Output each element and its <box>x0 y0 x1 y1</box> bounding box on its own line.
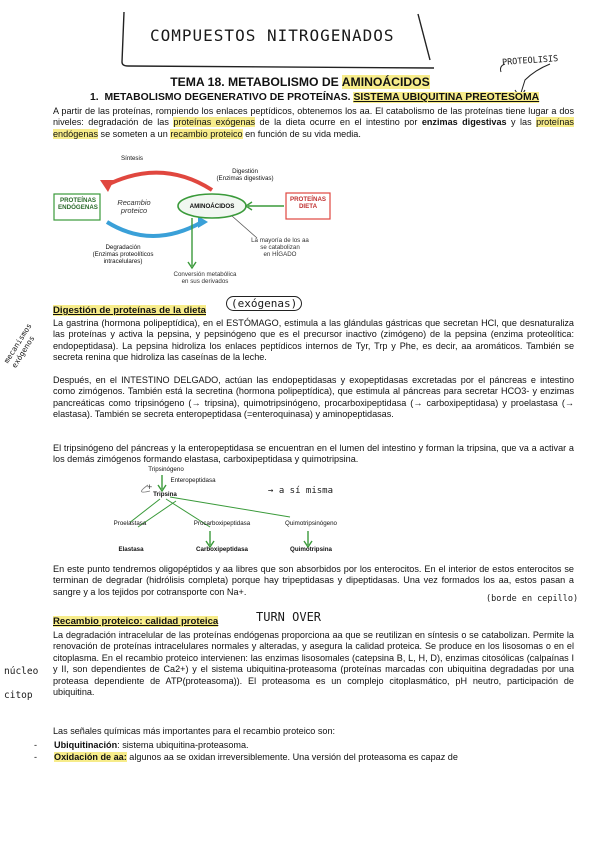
elastasa-stick-triangle <box>130 499 180 539</box>
enteropeptidasa-label: Enteropeptidasa <box>170 477 216 484</box>
signal-term-1: Ubiquitinación <box>54 740 118 750</box>
quimotripsinogeno-label: Quimotripsinógeno <box>285 520 337 527</box>
signal-term-2: Oxidación de aa: <box>54 752 127 762</box>
digestion-paragraph-1: La gastrina (hormona polipeptídica), en el ESTÓMAGO, estimula a las glándulas gástricas que secretan HCl, que desnaturaliza las proteínas y activa la pepsina, y pepsinógeno que es el precursor inactivo (zimógeno) de la pepsina (enzima proteolítica: endopeptidasa). La pepsina hidroliza los enlaces peptídicos internos de Tyr, Trp y Phe, es decir, aa aromáticos. También se secreta renina que hidroliza las caseínas de la leche. <box>53 318 574 363</box>
procarboxipeptidasa-label: Procarboxipeptidasa <box>193 520 251 527</box>
brush-border-note: (borde en cepillo) <box>486 594 579 604</box>
turnover-heading <box>53 616 218 627</box>
intro-turnover: recambio proteico <box>170 128 243 139</box>
turnover-paragraph-2: Las señales químicas más importantes para el recambio proteico son: <box>53 726 336 736</box>
carboxipeptidasa-label: Carboxipeptidasa <box>196 546 248 553</box>
section-1-number: 1. <box>90 92 99 103</box>
digestion-heading <box>53 305 206 316</box>
intro-text-e: y las <box>506 117 537 128</box>
absorption-paragraph: En este punto tendremos oligopéptidos y aa libres que son absorbidos por los enterocitos. En el interior de estos enterocitos se terminan de degradar (hidrólisis completa) porque hay tripeptidasas y dipeptidasas. Una vez formados los aa, estos pasan a sangre y a los tejidos por cotransporte con Na+. <box>53 564 574 597</box>
intro-text-g: se someten a un <box>98 128 171 139</box>
degradation-label <box>82 244 164 266</box>
liver-note-2: se catabolizan <box>260 244 300 252</box>
liver-note <box>240 237 320 259</box>
margin-note-exogenous: mecanismos exógenos <box>2 321 37 370</box>
plus-sign: + <box>147 482 153 492</box>
turnover-label: Recambio proteico <box>117 198 151 216</box>
degradation-label-2: (Enzimas proteolíticos intracelulares) <box>92 251 154 266</box>
quimotripsina-label: Quimotripsina <box>290 546 332 553</box>
synthesis-arrow <box>107 173 212 190</box>
signal-text-1: : sistema ubiquitina-proteasoma. <box>117 740 249 750</box>
proelastasa-label: Proelastasa <box>113 520 147 527</box>
digestion-label-2: (Enzimas digestivas) <box>216 175 274 183</box>
amino-acids-label: AMINOÁCIDOS <box>189 203 235 210</box>
signals-list-item-1 <box>34 740 574 751</box>
page-title-highlight: AMINOÁCIDOS <box>341 75 430 89</box>
exogenous-annotation: (exógenas) <box>226 296 302 311</box>
intro-text-i: en función de su vida media. <box>242 128 361 139</box>
liver-note-3: en HÍGADO <box>263 251 297 259</box>
turnover-paragraph-1: La degradación intracelular de las proteínas endógenas proporciona aa que se reutilizan en síntesis o se catabolizan. Permite la renovación de proteínas intracelulares normales y alteradas, y asegura la calidad proteica. Se produce en los lisosomas o en el citoplasma. En el recambio proteico intervienen: las enzimas lisosomales (catepsina B, L, H, D), enzimas citosólicas (calpaínas I y II, son dependientes de Ca2+) y el sistema ubiquitina-proteasoma (proteínas marcadas con ubiquitina degradadas por una proteasa dependiente de ATP(proteasoma)). El proteasoma es un complejo citoplasmático, pH neutro, participación de ubiquitina. <box>53 630 574 698</box>
tripsina-label: Tripsina <box>153 491 177 498</box>
page-title <box>0 75 600 89</box>
intro-endogenous: proteínas endógenas <box>53 117 574 139</box>
digestion-paragraph-3: El tripsinógeno del páncreas y la enteropeptidasa se encuentran en el lumen del intestino y forman la tripsina, que va a activar a los demás zimógenos formando elastasa, carboxipeptidasa y quimotripsina. <box>53 443 574 465</box>
digestion-label-1: Digestión <box>232 168 258 175</box>
handwritten-title: COMPUESTOS NITROGENADOS <box>150 26 395 45</box>
bullet-1: - <box>34 740 38 750</box>
elastasa-label: Elastasa <box>118 546 144 553</box>
intro-text-a: A partir de las proteínas, rompiendo los enlaces peptídicos, obtenemos los aa. El catabolismo de las proteínas tiene lugar a dos niveles: degradación de las <box>53 106 574 128</box>
degradation-arrow <box>107 222 202 236</box>
degradation-label-1: Degradación <box>105 244 141 251</box>
intro-exogenous: proteínas exógenas <box>173 117 256 128</box>
liver-note-1: La mayoría de los aa <box>251 237 309 244</box>
digestion-label <box>205 168 285 182</box>
tripsinogeno-label: Tripsinógeno <box>148 466 184 473</box>
conversion-label-1: Conversión metabólica <box>173 271 237 278</box>
digestion-heading-text: Digestión de proteínas de la dieta <box>53 305 206 316</box>
intro-paragraph <box>53 106 574 140</box>
section-1-heading <box>90 92 539 103</box>
intro-digestive-enzymes: enzimas digestivas <box>421 117 507 128</box>
margin-note-nucleus: núcleo citop <box>4 666 39 701</box>
signals-list-item-2 <box>34 752 574 763</box>
section-1-heading-plain: METABOLISMO DEGENERATIVO DE PROTEÍNAS. <box>104 92 354 103</box>
bullet-2: - <box>34 752 38 762</box>
page-title-prefix: TEMA 18. METABOLISMO DE <box>170 75 342 89</box>
signal-text-2: algunos aa se oxidan irreversiblemente. Una versión del proteasoma es capaz de <box>126 752 458 762</box>
section-1-heading-highlight: SISTEMA UBIQUITINA PREOTESOMA <box>353 92 540 103</box>
conversion-label <box>165 271 245 285</box>
self-activation-note: → a sí misma <box>268 486 334 496</box>
turn-over-annotation: TURN OVER <box>256 610 322 624</box>
diet-proteins-label: PROTEÍNAS DIETA <box>289 196 327 211</box>
turnover-heading-text: Recambio proteico: calidad proteica <box>53 616 219 627</box>
side-note-proteolisis: PROTEOLISIS <box>501 54 559 68</box>
intro-text-c: de la dieta ocurre en el intestino por <box>255 117 422 128</box>
conversion-label-2: en sus derivados <box>181 278 229 286</box>
endogenous-proteins-label: PROTEÍNAS ENDÓGENAS <box>58 197 98 212</box>
synthesis-label: Síntesis <box>120 155 143 162</box>
digestion-paragraph-2: Después, en el INTESTINO DELGADO, actúan las endopeptidasas y exopeptidasas excretadas por el páncreas e intestino como zimógenos. También está la secretina (hormona polipeptídica), que estimula al páncreas para secretar HCO3- y enzimas pancreáticas como tripsinógeno (→ tripsina), quimotripsinógeno, procarboxipeptidasa (→ carboxipeptidasa) y proelastasa (→ elastasa). También se secreta enteropeptidasa (=enteroquinasa) y aminopeptidasas. <box>53 375 574 420</box>
